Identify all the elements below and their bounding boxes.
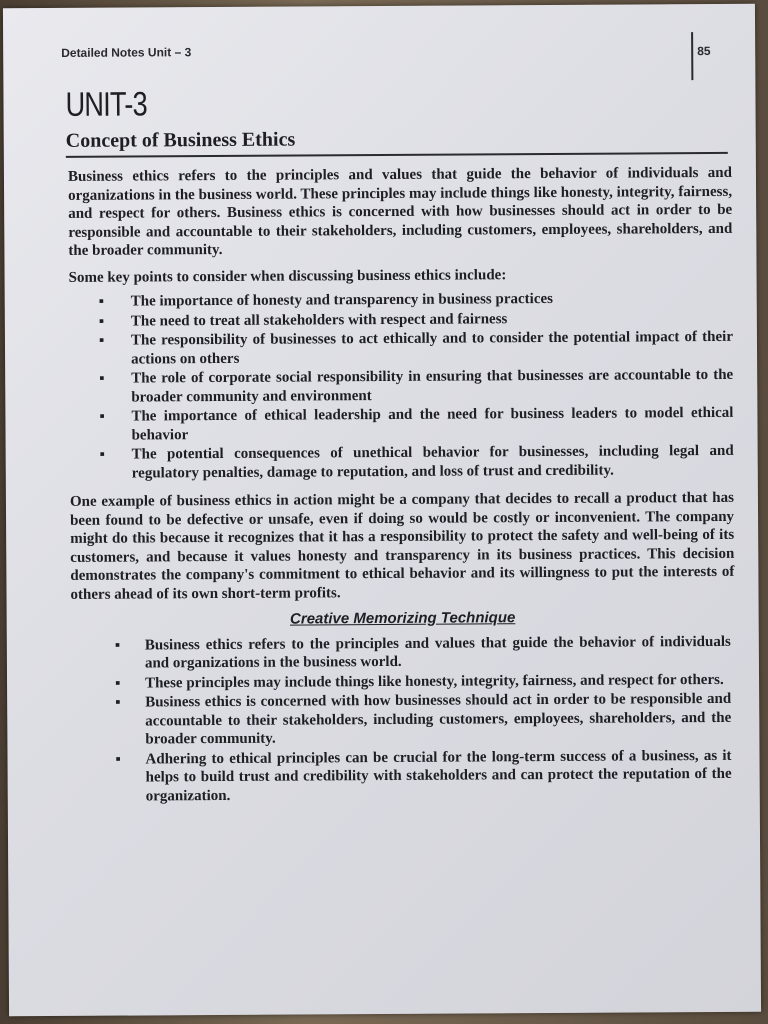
creative-technique-title: Creative Memorizing Technique: [289, 609, 516, 628]
list-item-text: The importance of ethical leadership and the need for business leaders to model ethical behavior: [131, 404, 734, 444]
list-item-text: Business ethics refers to the principles and values that guide the behavior of individuals and organizations in the business world.: [144, 633, 731, 672]
bullet-icon: ▪: [98, 293, 105, 310]
creative-points-list: [71, 632, 736, 806]
list-item: [69, 366, 733, 407]
bullet-icon: ▪: [115, 675, 121, 692]
list-item: [70, 442, 734, 483]
list-item-text: These principles may include things like honesty, integrity, fairness, and respect for others.: [145, 671, 724, 691]
bullet-icon: ▪: [98, 313, 105, 330]
bullet-icon: ▪: [115, 751, 121, 768]
list-item: [71, 632, 735, 673]
example-paragraph: One example of business ethics in action might be a company that decides to recall a product that has been found to be defective or unsafe, even if doing so would be costly or inconvenient. The company might do this because it recognizes that it has a responsibility to protect the safety and well-being of its customers, and because it values honesty and transparency in its business practices. This decision demonstrates the company's commitment to ethical behavior and its willingness to put the interests of others ahead of its own short-term profits.: [69, 489, 735, 603]
section-divider: [66, 152, 728, 158]
list-item: [71, 690, 735, 750]
bullet-icon: ▪: [98, 332, 105, 349]
list-item-text: The responsibility of businesses to act ethically and to consider the potential impact of their actions on others: [130, 328, 733, 368]
bullet-icon: ▪: [99, 370, 105, 387]
list-item-text: The role of corporate social responsibility in ensuring that businesses are accountable to the broader community and environment: [131, 366, 734, 406]
key-points-lead: Some key points to consider when discussing business ethics include:: [68, 266, 507, 286]
book-page: [3, 4, 761, 1017]
key-points-list: [69, 289, 734, 483]
bullet-icon: ▪: [115, 694, 121, 711]
intro-paragraph: Business ethics refers to the principles and values that guide the behavior of individuals and organizations in the business world. These principles may include things like honesty, integrity, fairness, and respect for others. Business ethics is concerned with how businesses should act in order to be responsible and accountable to their stakeholders, including customers, employees, shareholders, and the broader community.: [67, 164, 733, 259]
section-title: Concept of Business Ethics: [65, 128, 296, 152]
unit-title: UNIT-3: [65, 85, 147, 124]
list-item-text: Adhering to ethical principles can be crucial for the long-term success of a business, as it helps to build trust and credibility with stakeholders and can protect the reputation of the organization.: [145, 747, 732, 804]
list-item-text: The importance of honesty and transparency in business practices: [130, 290, 554, 310]
list-item: [69, 404, 733, 445]
list-item-text: Business ethics is concerned with how businesses should act in order to be responsible and accountable to their stakeholders, including customers, employees, shareholders, and the broader community.: [145, 690, 732, 748]
bullet-icon: ▪: [99, 408, 105, 425]
page-number: 85: [697, 43, 711, 59]
bullet-icon: ▪: [114, 637, 121, 654]
page-body: [68, 164, 736, 807]
list-item: [71, 746, 735, 806]
list-item-text: The potential consequences of unethical behavior for businesses, including legal and regulatory penalties, damage to reputation, and loss of trust and credibility.: [131, 442, 734, 482]
page-number-box: [691, 32, 711, 80]
list-item-text: The need to treat all stakeholders with respect and fairness: [130, 310, 508, 330]
bullet-icon: ▪: [99, 446, 106, 463]
running-header: Detailed Notes Unit – 3: [61, 45, 192, 60]
list-item: [69, 328, 733, 369]
